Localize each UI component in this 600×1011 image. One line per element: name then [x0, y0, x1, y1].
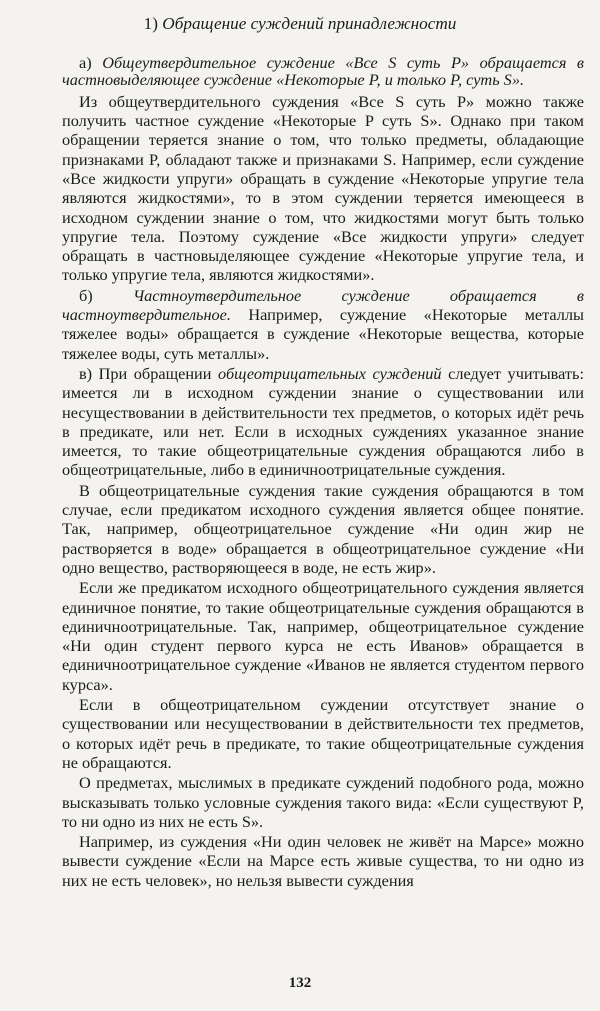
- paragraph-text: Например, суждение «Некоторые металлы тяжелее воды» обращается в суждение «Некоторые вещества, которые тяжелее воды, суть металлы».: [62, 305, 584, 363]
- term-emphasis: общеотрицательных суждений: [218, 363, 442, 383]
- paragraph-c: [62, 364, 584, 480]
- section-number: 1): [143, 14, 158, 33]
- page-number: 132: [288, 975, 312, 991]
- section-heading: [0, 13, 600, 35]
- section-title: Обращение суждений принадлежности: [162, 14, 457, 33]
- paragraph-lead: При обращении: [92, 363, 219, 383]
- paragraph: Если же предикатом исходного общеотрицательного суждения является единичное понятие, то такие общеотрицательные суждения обращаются в единичноотрицательные. Так, например, общеотрицательное суждение «Ни один студент первого курса не есть Иванов» обращается в единичноотрицательное суждение «Иванов не является студентом первого курса».: [62, 578, 584, 694]
- rule-statement: Общеутвердительное суждение «Все S суть P» обращается в частновыделяющее суждение «Некоторые P, и только P, суть S».: [62, 53, 584, 90]
- item-label: а): [79, 53, 92, 72]
- item-label: б): [79, 285, 93, 305]
- paragraph: В общеотрицательные суждения такие суждения обращаются в том случае, если предикатом исходного суждения является общее понятие. Так, например, общеотрицательное суждение «Ни один жир не растворяется в воде» обращается в общеотрицательное суждение «Ни одно вещество, растворяющееся в воде, не есть жир».: [62, 480, 584, 577]
- paragraph: Если в общеотрицательном суждении отсутствует знание о существовании или несуществовании в действительности тех предметов, о которых идёт речь в предикате, то такие общеотрицательные суждения не обращаются.: [62, 695, 584, 772]
- paragraph: Из общеутвердительного суждения «Все S суть P» можно также получить частное суждение «Некоторые P суть S». Однако при таком обращении теряется знание о том, что только предметы, обладающие признаками P, обладают также и признаками S. Например, если суждение «Все жидкости упруги» обращать в суждение «Некоторые упругие тела являются жидкостями», то в этом суждении теряется имеющееся в исходном суждении знание о том, что жидкостями могут быть только упругие тела. Поэтому суждение «Все жидкости упруги» следует обращать в частновыделяющее суждение «Некоторые упругие тела, и только упругие тела, являются жидкостями».: [62, 91, 584, 285]
- rule-statement: Частноутвердительное суждение обращается в частноутвердительное.: [62, 285, 584, 325]
- item-label: в): [79, 363, 93, 383]
- body-text: [62, 54, 584, 891]
- paragraph-text: следует учитывать: имеется ли в исходном суждении знание о существовании или несуществовании в действительности тех предметов, о которых идёт речь в предикате, или нет. Если в исходных суждениях указанное знание имеется, то такие общеотрицательные суждения обращаются либо в общеотрицательные, либо в единичноотрицательные суждения.: [62, 363, 584, 480]
- paragraph-a: [62, 54, 584, 89]
- paragraph-b: [62, 286, 584, 363]
- paragraph: О предметах, мыслимых в предикате суждений подобного рода, можно высказывать только условные суждения такого вида: «Если существуют P, то ни одно из них не есть S».: [62, 773, 584, 831]
- paragraph: Например, из суждения «Ни один человек не живёт на Марсе» можно вывести суждение «Если на Марсе есть живые существа, то ни одно из них не есть человек», но нельзя вывести суждения: [62, 832, 584, 890]
